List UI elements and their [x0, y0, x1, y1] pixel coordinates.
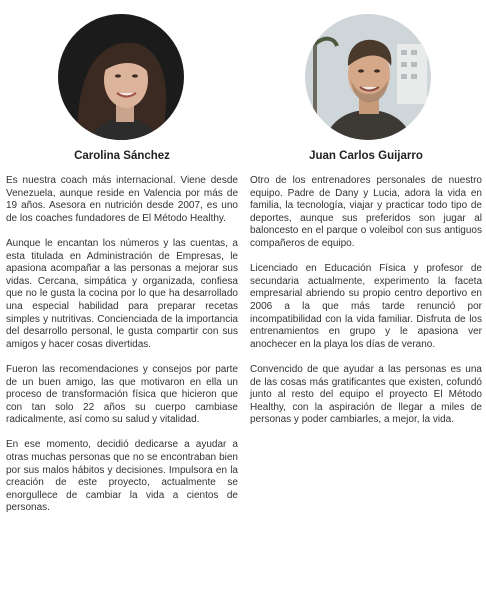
bio-paragraph: Fueron las recomendaciones y consejos por parte de un buen amigo, las que motivaron en ella un proceso de transformación física que hicieron que con tan solo 22 años su cuerpo cambiase radicalmente, así como su salud y vitalidad. [6, 363, 238, 426]
bio-paragraph: Licenciado en Educación Física y profesor de secundaria actualmente, experimento la faceta empresarial abriendo su propio centro deportivo en 2006 a la que más tarde renunció por incompatibilidad con la vida familiar. Disfruta de los entrenamientos en grupo y le apasiona ver anochecer en la playa los días de verano. [250, 263, 482, 350]
bio-paragraph: Otro de los entrenadores personales de nuestro equipo. Padre de Dany y Lucia, adora la vida en familia, la tecnología, viajar y practicar todo tipo de deportes, aunque sus preferidos son jugar al baloncesto en el parque o voleibol con sus antiguos compañeros de equipo. [250, 175, 482, 249]
portrait-woman-image [58, 14, 184, 140]
portrait-man-image [305, 14, 431, 140]
coach-bio-carolina [6, 175, 238, 528]
coach-photo-juan-carlos [305, 14, 431, 140]
coach-name-carolina: Carolina Sánchez [74, 150, 170, 162]
bio-paragraph: Convencido de que ayudar a las personas es una de las cosas más gratificantes que existen, cofundó junto al resto del equipo el proyecto El Método Healthy, con la aspiración de llegar a miles de personas y poder cambiarles, a mejor, la vida. [250, 363, 482, 426]
bio-paragraph: Aunque le encantan los números y las cuentas, a esta titulada en Administración de Empresas, le apasiona acompañar a las personas a mejorar sus vidas. Cercana, simpática y organizada, confiesa que no le gusta la cocina por lo que ha desarrollado una especial habilidad para preparar recetas simples y nutritivas. Concienciada de la importancia del desarrollo personal, le gusta compartir con sus amigos y hacer cosas divertidas. [6, 237, 238, 350]
bio-paragraph: En ese momento, decidió dedicarse a ayudar a otras muchas personas que no se encontraban bien por sus malos hábitos y decisiones. Impulsora en la creación de este proyecto, actualmente se enorgullece de cambiar la vida a cientos de personas. [6, 439, 238, 514]
coach-name-juan-carlos: Juan Carlos Guijarro [309, 150, 423, 162]
coach-photo-carolina [58, 14, 184, 140]
bio-paragraph: Es nuestra coach más internacional. Viene desde Venezuela, aunque reside en Valencia por más de 19 años. Asesora en nutrición desde 2007, es uno de los coaches fundadores de El Método Healthy. [6, 175, 238, 224]
coach-bio-juan-carlos [250, 175, 482, 439]
